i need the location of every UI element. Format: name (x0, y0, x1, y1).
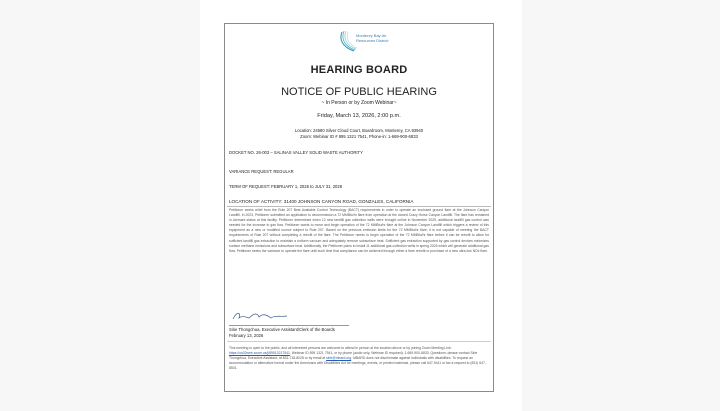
email-link[interactable]: sirie@mbard.org (326, 356, 352, 361)
notice-title: NOTICE OF PUBLIC HEARING (281, 86, 437, 98)
activity-location: LOCATION OF ACTIVITY: 31400 JOHNSON CANYON ROAD, GONZALES, CALIFORNIA (229, 199, 414, 204)
docket-number: DOCKET NO. 26-003 – SALINAS VALLEY SOLID WASTE AUTHORITY (229, 150, 363, 155)
footer-note (229, 346, 489, 371)
mbard-logo (338, 30, 398, 52)
footer-text: , Webinar ID 895 1321 7541, or by phone (audio only, Webinar ID required): 1-669-900-6833. Questions: please contact Sirie Thongchua, Executive Assistant, at 831-718-8028 or by email at (229, 351, 478, 361)
divider (227, 206, 491, 207)
zoom-link[interactable]: https://us02web.zoom.us/j/89513217541 (229, 351, 290, 356)
footer-text: This meeting is open to the public, and all interested persons are welcome to attend in person at the location above or by joining Zoom Meeting Link: (229, 346, 452, 350)
swoosh-icon (338, 30, 358, 52)
notice-subtitle: ~ In Person or by Zoom Webinar~ (321, 100, 397, 106)
petition-description: Petitioner seeks relief from the Rule 207 Best Available Control Technology (BACT) requirements in order to operate an enclosed ground flare at the Johnson Canyon Landfill. In 2023, Petitioner submitted an application to decommission a 72 MMBtu/hr flare from operation at the closed Crazy Horse Canyon Landfill. The flare has remained in dormant status at this facility. Petitioner determined when 12 new landfill gas collection wells were brought online in November 2025, additional landfill gas control was needed for the increase in gas flow. Petitioner wants to move and begin operation of the 72 MMBtu/hr flare at the Johnson Canyon Landfill which triggers a review of this equipment as a new or modified source subject to Rule 207. Based on the previous emission limits for the 72 MMBtu/hr flare, it is not capable of meeting the BACT requirements of Rule 207 without completing a retrofit of the flare. The Petitioner needs to begin operation of the 72 MMBtu/hr flare before it can be retrofit to allow for sufficient landfill gas extraction to maintain a uniform vacuum and adequately remove subsurface heat. Sufficient gas extraction supported by gas control devices minimizes surface methane emissions and subsurface heat. Additionally, the Petitioner plans to install 11 additional gas collection wells in spring 2026 which will generate additional gas flow. Petitioner seeks the variance to operate the flare until such time that compliance can be achieved through either a flare retrofit or purchase of a new ultra-low NOx flare. (229, 208, 489, 253)
zoom-info: Zoom: Webinar ID # 895 1321 7541, Phone-in: 1-669-900-6833 (300, 134, 418, 139)
signer-name: Sirie Thongchua, Executive Assistant/Clerk of the Boards (229, 327, 335, 332)
footer-text: . MBARD does not discriminate against individuals with disabilities. To request an accommodation or alternative format under the Americans with Disabilities Act for meetings, events, or printed materials, please call 647-9411 or fax a request to (831) 647-8501. (229, 356, 486, 371)
notice-page (224, 23, 494, 392)
logo-line-2: Resources District (356, 38, 389, 43)
hearing-datetime: Friday, March 13, 2026, 2:00 p.m. (317, 113, 401, 119)
signature-line (229, 325, 349, 326)
term-of-request: TERM OF REQUEST: FEBRUARY 1, 2026 to JULY 31, 2028 (229, 184, 343, 189)
signature-image (231, 309, 291, 323)
board-heading: HEARING BOARD (310, 64, 408, 76)
signer-block (229, 327, 335, 339)
variance-request: VARIANCE REQUEST: REGULAR (229, 169, 294, 174)
signed-date: February 13, 2026 (229, 333, 264, 338)
footer-divider (227, 341, 491, 342)
logo-line-1: Monterey Bay Air (356, 33, 387, 38)
location-address: Location: 24580 Silver Cloud Court, Boardroom, Monterey, CA 93940 (294, 128, 424, 133)
hearing-location (225, 128, 493, 140)
